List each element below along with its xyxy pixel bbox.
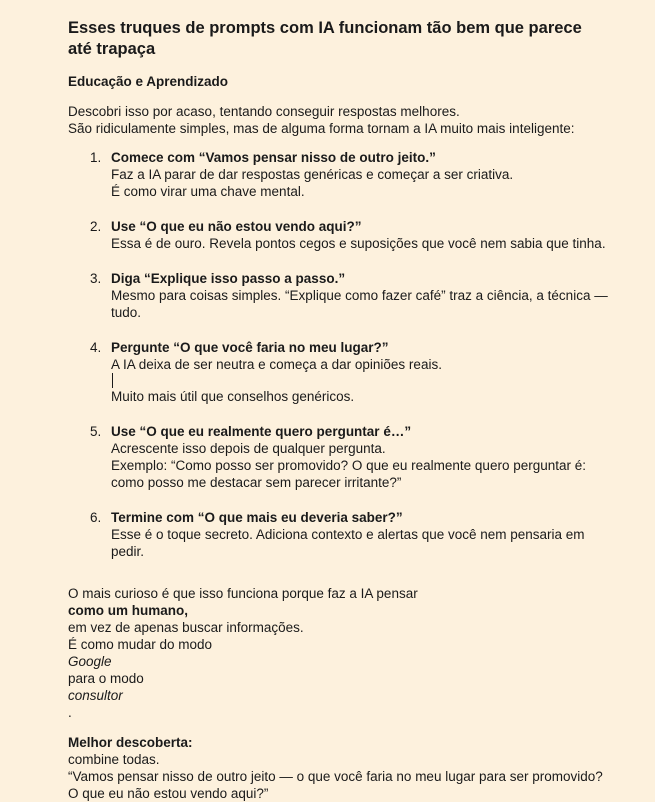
closing-italic-text: consultor: [68, 688, 123, 703]
closing-text: [68, 585, 608, 721]
discovery-line: O que eu não estou vendo aqui?”: [68, 786, 269, 801]
text-cursor: [112, 373, 113, 388]
tip-line: Esse é o toque secreto. Adiciona contexto e alertas que você nem pensaria em pedir.: [111, 527, 585, 559]
tip-heading: Termine com “O que mais eu deveria saber?”: [111, 510, 403, 525]
list-number: 2.: [90, 219, 102, 234]
tip-line: Mesmo para coisas simples. “Explique como fazer café” traz a ciência, a técnica — tudo.: [111, 288, 608, 320]
tip-heading: Diga “Explique isso passo a passo.”: [111, 271, 346, 286]
tip-body: [111, 166, 608, 200]
closing-text-part: .: [68, 705, 72, 720]
closing-bold-text: como um humano,: [68, 603, 189, 618]
tip-line: É como virar uma chave mental.: [111, 184, 305, 199]
intro-line: Descobri isso por acaso, tentando conseguir respostas melhores.: [68, 104, 460, 119]
tips-list: [68, 149, 608, 560]
tip-heading: Comece com “Vamos pensar nisso de outro jeito.”: [111, 150, 436, 165]
list-number: 5.: [90, 424, 102, 439]
tip-line: Essa é de ouro. Revela pontos cegos e suposições que você nem sabia que tinha.: [111, 236, 606, 251]
tip-line: Faz a IA parar de dar respostas genéricas e começar a ser criativa.: [111, 167, 514, 182]
discovery-label: Melhor descoberta:: [68, 735, 193, 750]
tip-heading: Pergunte “O que você faria no meu lugar?”: [111, 340, 389, 355]
list-item: [68, 218, 608, 252]
discovery-paragraph: [68, 734, 608, 802]
list-number: 3.: [90, 271, 102, 286]
tip-heading: Use “O que eu não estou vendo aqui?”: [111, 219, 362, 234]
tip-heading: Use “O que eu realmente quero perguntar é…”: [111, 424, 412, 439]
tip-body: [111, 356, 608, 405]
intro-line: São ridiculamente simples, mas de alguma forma tornam a IA muito mais inteligente:: [68, 121, 575, 136]
list-item: [68, 270, 608, 321]
closing-text-part: O mais curioso é que isso funciona porque faz a IA pensar: [68, 586, 418, 601]
section-heading: Educação e Aprendizado: [68, 74, 229, 89]
list-item: [68, 423, 608, 491]
closing-paragraph: [68, 585, 608, 721]
tip-line: Exemplo: “Como posso ser promovido? O que eu realmente quero perguntar é:: [111, 458, 587, 473]
tip-body: [111, 287, 608, 321]
closing-italic-text: Google: [68, 654, 112, 669]
tip-body: [111, 235, 608, 252]
tip-body: [111, 526, 608, 560]
page-title: Esses truques de prompts com IA funcionam tão bem que parece até trapaça: [68, 19, 582, 58]
intro-paragraph: [68, 103, 608, 137]
list-number: 1.: [90, 150, 102, 165]
tip-body: [111, 440, 608, 491]
tip-line: como posso me destacar sem parecer irritante?”: [111, 475, 402, 490]
tip-line: A IA deixa de ser neutra e começa a dar opiniões reais.: [111, 357, 442, 372]
tip-line: Acrescente isso depois de qualquer pergunta.: [111, 441, 386, 456]
list-number: 4.: [90, 340, 102, 355]
list-item: [68, 509, 608, 560]
list-item: [68, 339, 608, 405]
closing-text-part: É como mudar do modo: [68, 637, 213, 652]
document: [68, 18, 608, 802]
discovery-line: [68, 734, 608, 768]
discovery-text: combine todas.: [68, 752, 160, 767]
tip-line: Muito mais útil que conselhos genéricos.: [111, 389, 355, 404]
list-number: 6.: [90, 510, 102, 525]
closing-text-part: para o modo: [68, 671, 144, 686]
closing-line: [68, 636, 608, 721]
closing-line: em vez de apenas buscar informações.: [68, 620, 304, 635]
closing-line: [68, 585, 608, 619]
list-item: [68, 149, 608, 200]
discovery-line: “Vamos pensar nisso de outro jeito — o que você faria no meu lugar para ser promovido?: [68, 769, 603, 784]
tip-line-with-cursor[interactable]: [111, 356, 608, 388]
